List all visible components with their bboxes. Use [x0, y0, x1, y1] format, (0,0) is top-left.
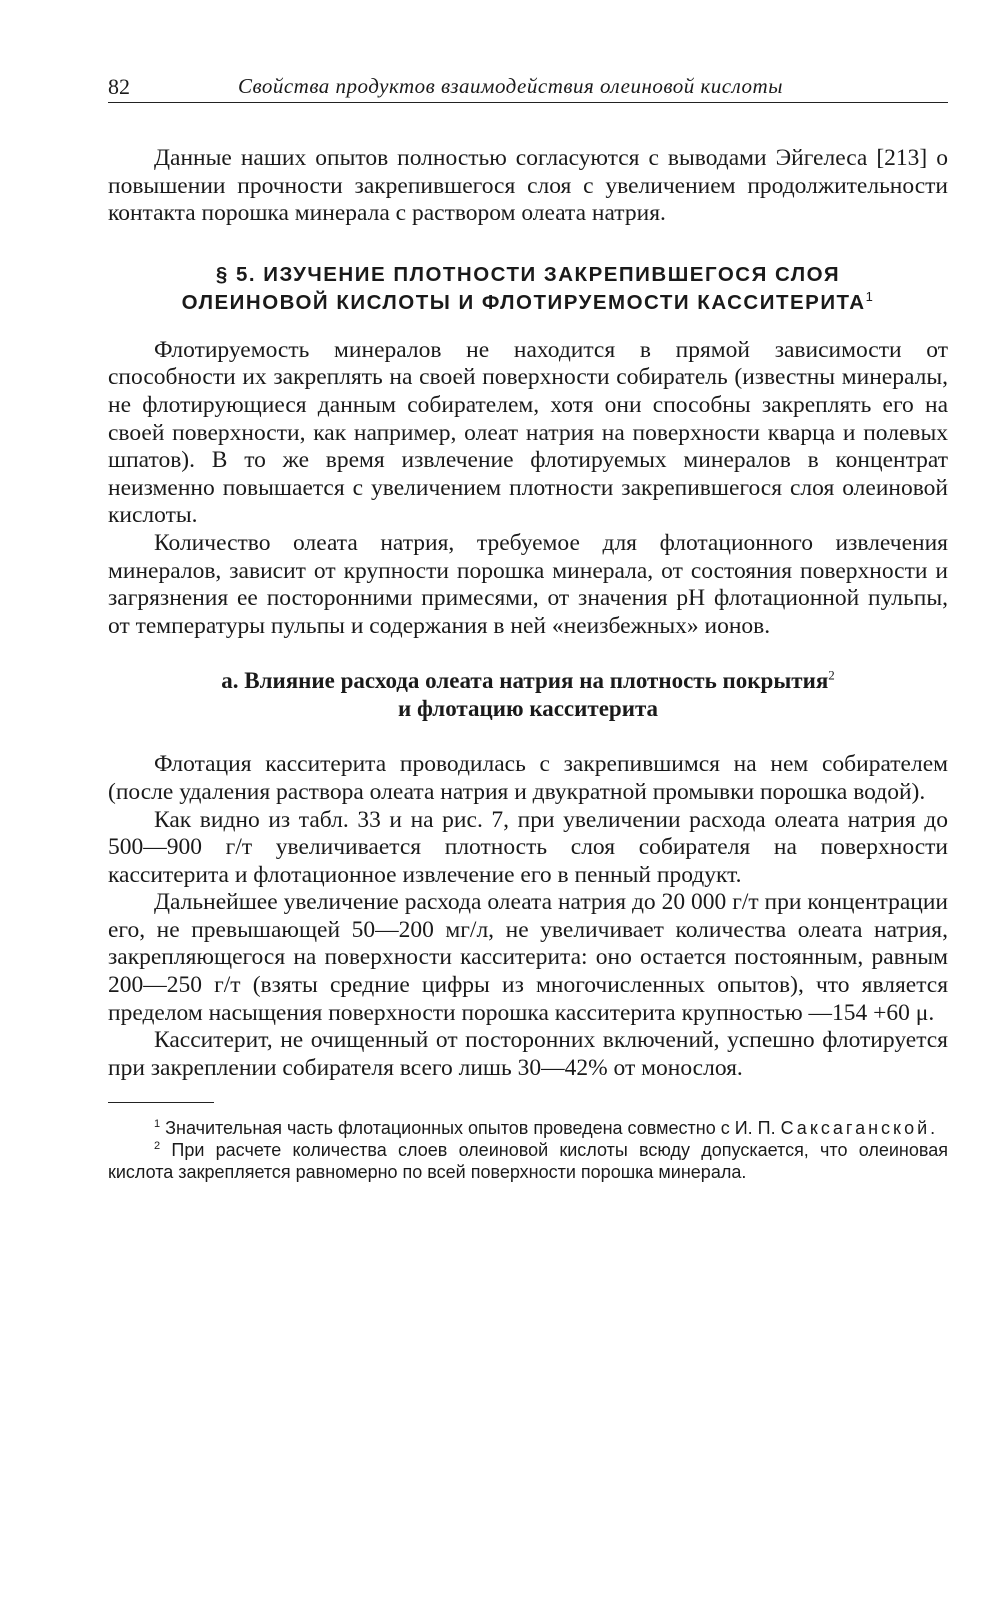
- subsection-paragraph: Дальнейшее увеличение расхода олеата натрия до 20 000 г/т при концентрации его, не превышающей 50—200 мг/л, не увеличивает количества олеата натрия, закрепляющегося на поверхности касситерита: оно остается постоянным, равным 200—250 г/т (взяты средние цифры из многочисленных опытов), что является пределом насыщения поверхности порошка касситерита крупностью —154 +60 μ.: [108, 889, 948, 1026]
- page-header: [108, 70, 948, 103]
- intro-paragraph: Данные наших опытов полностью согласуются с выводами Эйгелеса [213] о повышении прочности закрепившегося слоя с увеличением продолжительности контакта порошка минерала с раствором олеата натрия.: [108, 145, 948, 227]
- section-paragraph: Флотируемость минералов не находится в прямой зависимости от способности их закреплять на своей поверхности собиратель (известны минералы, не флотирующиеся данным собирателем, хотя они способны закреплять его на своей поверхности, как например, олеат натрия на поверхности кварца и полевых шпатов). В то же время извлечение флотируемых минералов в концентрат неизменно повышается с увеличением плотности закрепившегося слоя олеиновой кислоты.: [108, 336, 948, 529]
- section-paragraph: Количество олеата натрия, требуемое для флотационного извлечения минералов, зависит от крупности порошка минерала, от состояния поверхности и загрязнения ее посторонними примесями, от значения pH флотационной пульпы, от температуры пульпы и содержания в ней «неизбежных» ионов.: [108, 529, 948, 639]
- footnote-1: $^1$ Значительная часть флотационных опытов проведена совместно с И. П. Саксаганской.: [154, 1118, 939, 1139]
- page-number: 82: [108, 74, 130, 99]
- footnote-1-author: Саксаганской.: [780, 1118, 939, 1139]
- book-page: [108, 70, 948, 1183]
- section-body: [108, 337, 948, 641]
- footnote-mark-2: 2: [154, 1140, 161, 1153]
- subsection-title: [108, 667, 948, 723]
- subsection-body: [108, 751, 948, 1082]
- section-title-line-2: ОЛЕИНОВОЙ КИСЛОТЫ И ФЛОТИРУЕМОСТИ КАССИТЕРИТА$^1$: [181, 288, 875, 314]
- subsection-paragraph: Как видно из табл. 33 и на рис. 7, при увеличении расхода олеата натрия до 500—900 г/т увеличивается плотность слоя собирателя на поверхности касситерита и флотационное извлечение его в пенный продукт.: [108, 806, 948, 888]
- subsection-paragraph: Флотация касситерита проводилась с закрепившимся на нем собирателем (после удаления раствора олеата натрия и двукратной промывки порошка водой).: [108, 751, 948, 805]
- running-head: Свойства продуктов взаимодействия олеиновой кислоты: [238, 74, 783, 98]
- subsection-paragraph: Касситерит, не очищенный от посторонних включений, успешно флотируется при закреплении собирателя всего лишь 30—42% от монослоя.: [108, 1027, 948, 1081]
- footnote-2: $^2$ При расчете количества слоев олеиновой кислоты всюду допускается, что олеиновая кислота закрепляется равномерно по всей поверхности порошка минерала.: [108, 1140, 948, 1183]
- footnote-divider: [108, 1102, 214, 1103]
- subsection-title-line-1: а. Влияние расхода олеата натрия на плотность покрытия$^2$: [221, 667, 835, 694]
- subsection-title-line-2: и флотацию касситерита: [397, 696, 659, 722]
- section-title: [108, 261, 948, 317]
- footnote-ref-1[interactable]: 1: [865, 288, 875, 304]
- footnote-mark-1: 1: [154, 1118, 161, 1131]
- section-title-line-1: § 5. ИЗУЧЕНИЕ ПЛОТНОСТИ ЗАКРЕПИВШЕГОСЯ СЛОЯ: [215, 262, 841, 286]
- footnote-ref-2[interactable]: 2: [828, 667, 835, 683]
